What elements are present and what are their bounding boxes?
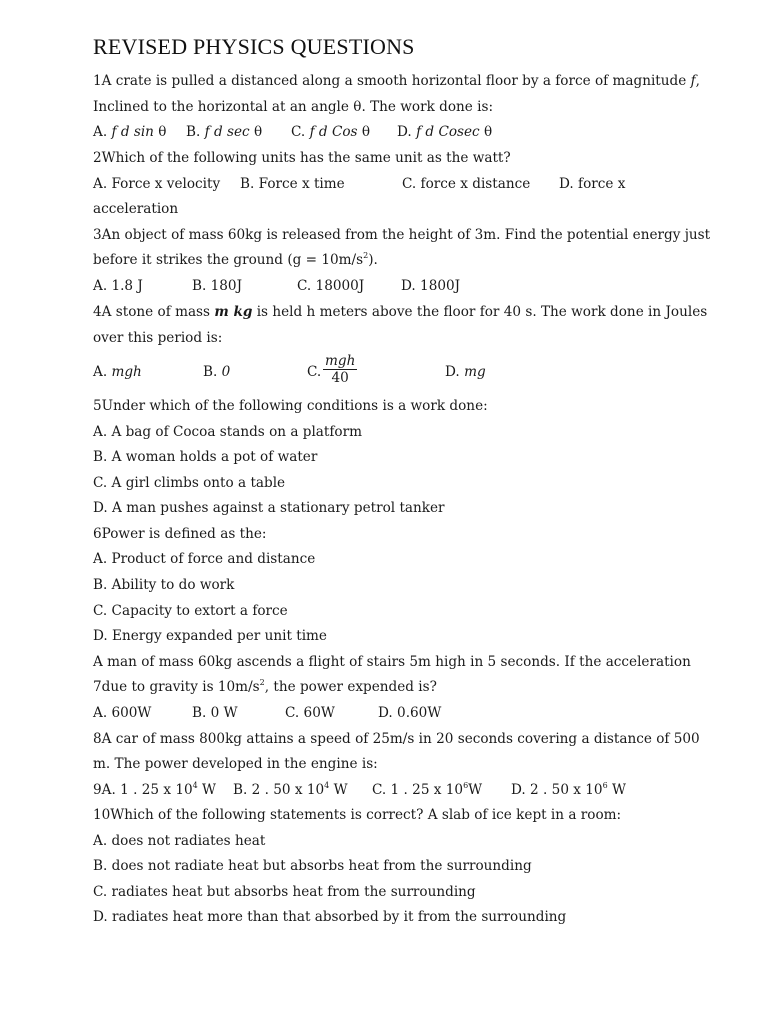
option-value: 9A. 1 . 25 x 10 bbox=[93, 782, 193, 798]
question-4-option-a[interactable] bbox=[93, 363, 142, 381]
option-letter: C. bbox=[307, 364, 322, 380]
question-1-variable: f bbox=[690, 73, 696, 89]
question-7-option-a[interactable]: A. 600W bbox=[93, 705, 152, 721]
question-8-line-2: m. The power developed in the engine is: bbox=[93, 756, 378, 772]
question-4-option-b[interactable] bbox=[203, 363, 230, 381]
question-5-line-1: 5Under which of the following conditions is a work done: bbox=[93, 398, 488, 414]
option-expression: mgh bbox=[111, 364, 142, 380]
option-value: B. 2 . 50 x 10 bbox=[233, 782, 325, 798]
question-7-option-c[interactable]: C. 60W bbox=[285, 705, 335, 721]
question-6-option-a[interactable]: A. Product of force and distance bbox=[93, 551, 316, 567]
option-unit: W bbox=[607, 782, 626, 798]
question-10-line-1: 10Which of the following statements is correct? A slab of ice kept in a room: bbox=[93, 807, 622, 823]
question-7-options bbox=[93, 704, 693, 722]
exponent: 6 bbox=[602, 781, 608, 790]
question-3-option-a[interactable]: A. 1.8 J bbox=[93, 278, 143, 294]
question-1-punct: , bbox=[695, 73, 700, 89]
question-4-mass: m kg bbox=[214, 304, 253, 320]
option-expression: f d sec bbox=[204, 124, 250, 140]
question-10-option-b[interactable]: B. does not radiate heat but absorbs heat from the surrounding bbox=[93, 858, 532, 874]
question-9-option-c[interactable] bbox=[372, 781, 482, 799]
question-10-option-c[interactable]: C. radiates heat but absorbs heat from the surrounding bbox=[93, 884, 476, 900]
option-expression: 0 bbox=[221, 364, 231, 380]
question-4-text-cont: is held h meters above the floor for 40 s. The work done in Joules bbox=[252, 304, 708, 320]
question-1-options bbox=[93, 123, 693, 141]
question-3-options bbox=[93, 277, 693, 295]
question-1-option-b[interactable] bbox=[186, 123, 262, 141]
option-angle: θ bbox=[357, 124, 371, 140]
fraction-numerator: mgh bbox=[325, 353, 356, 369]
question-8-line-1: 8A car of mass 800kg attains a speed of 25m/s in 20 seconds covering a distance of 500 bbox=[93, 731, 700, 747]
question-5-option-a[interactable]: A. A bag of Cocoa stands on a platform bbox=[93, 424, 362, 440]
option-expression: mg bbox=[464, 364, 486, 380]
option-angle: θ bbox=[249, 124, 263, 140]
question-7-text-cont: , the power expended is? bbox=[264, 679, 437, 695]
question-3-line-1: 3An object of mass 60kg is released from the height of 3m. Find the potential energy just bbox=[93, 227, 711, 243]
option-letter: A. bbox=[93, 364, 112, 380]
question-4-option-c[interactable] bbox=[307, 363, 321, 381]
question-7-option-d[interactable]: D. 0.60W bbox=[378, 705, 442, 721]
option-expression: f d Cos bbox=[309, 124, 358, 140]
question-2-option-d-wrap: acceleration bbox=[93, 201, 179, 217]
question-3-option-d[interactable]: D. 1800J bbox=[401, 278, 461, 294]
question-2-option-d[interactable]: D. force x bbox=[559, 176, 626, 192]
exponent: 2 bbox=[259, 678, 265, 687]
question-2-options bbox=[93, 175, 693, 193]
question-9-options bbox=[93, 781, 693, 799]
question-1-option-d[interactable] bbox=[397, 123, 492, 141]
question-3-line-2 bbox=[93, 251, 378, 269]
option-unit: W bbox=[468, 782, 483, 798]
fraction-denominator: 40 bbox=[331, 370, 349, 386]
question-3-text: before it strikes the ground (g = 10m/s bbox=[93, 252, 364, 268]
exponent: 4 bbox=[192, 781, 198, 790]
question-5-option-b[interactable]: B. A woman holds a pot of water bbox=[93, 449, 318, 465]
option-letter: D. bbox=[445, 364, 465, 380]
question-7-line-1: A man of mass 60kg ascends a flight of stairs 5m high in 5 seconds. If the acceleration bbox=[93, 654, 691, 670]
exponent: 6 bbox=[463, 781, 469, 790]
question-5-option-d[interactable]: D. A man pushes against a stationary petrol tanker bbox=[93, 500, 445, 516]
question-2-option-c[interactable]: C. force x distance bbox=[402, 176, 531, 192]
question-3-punct: ). bbox=[368, 252, 378, 268]
option-letter: D. bbox=[397, 124, 417, 140]
question-6-option-b[interactable]: B. Ability to do work bbox=[93, 577, 235, 593]
question-6-option-d[interactable]: D. Energy expanded per unit time bbox=[93, 628, 327, 644]
question-7-option-b[interactable]: B. 0 W bbox=[192, 705, 238, 721]
question-9-option-b[interactable] bbox=[233, 781, 348, 799]
exponent: 2 bbox=[363, 251, 369, 260]
question-1-option-c[interactable] bbox=[291, 123, 370, 141]
question-6-option-c[interactable]: C. Capacity to extort a force bbox=[93, 603, 288, 619]
option-expression: f d Cosec bbox=[416, 124, 480, 140]
option-letter: B. bbox=[203, 364, 222, 380]
question-1-option-a[interactable] bbox=[93, 123, 166, 141]
option-expression: f d sin bbox=[111, 124, 154, 140]
question-3-option-c[interactable]: C. 18000J bbox=[297, 278, 365, 294]
question-4-line-1 bbox=[93, 303, 707, 321]
question-2-option-a[interactable]: A. Force x velocity bbox=[93, 176, 221, 192]
option-angle: θ bbox=[479, 124, 493, 140]
question-2-line-1: 2Which of the following units has the same unit as the watt? bbox=[93, 150, 511, 166]
question-5-option-c[interactable]: C. A girl climbs onto a table bbox=[93, 475, 286, 491]
question-1-line-1 bbox=[93, 72, 700, 90]
question-1-text: 1A crate is pulled a distanced along a smooth horizontal floor by a force of magnitude bbox=[93, 73, 691, 89]
question-7-line-2 bbox=[93, 678, 437, 696]
question-4-option-d[interactable] bbox=[445, 363, 486, 381]
question-7-text: 7due to gravity is 10m/s bbox=[93, 679, 260, 695]
option-letter: B. bbox=[186, 124, 205, 140]
question-1-line-2: Inclined to the horizontal at an angle θ. The work done is: bbox=[93, 99, 494, 115]
question-9-option-d[interactable] bbox=[511, 781, 626, 799]
question-10-option-a[interactable]: A. does not radiates heat bbox=[93, 833, 266, 849]
question-4-options bbox=[93, 354, 693, 390]
exponent: 4 bbox=[324, 781, 330, 790]
question-4-text: 4A stone of mass bbox=[93, 304, 215, 320]
question-9-option-a[interactable] bbox=[93, 781, 216, 799]
option-angle: θ bbox=[153, 124, 167, 140]
question-4-option-c-fraction bbox=[323, 354, 357, 386]
option-value: D. 2 . 50 x 10 bbox=[511, 782, 603, 798]
question-3-option-b[interactable]: B. 180J bbox=[192, 278, 243, 294]
page-title: REVISED PHYSICS QUESTIONS bbox=[93, 34, 415, 59]
question-2-option-b[interactable]: B. Force x time bbox=[240, 176, 345, 192]
option-unit: W bbox=[197, 782, 217, 798]
option-letter: A. bbox=[93, 124, 112, 140]
option-unit: W bbox=[329, 782, 348, 798]
option-value: C. 1 . 25 x 10 bbox=[372, 782, 464, 798]
question-10-option-d[interactable]: D. radiates heat more than that absorbed by it from the surrounding bbox=[93, 909, 567, 925]
option-letter: C. bbox=[291, 124, 310, 140]
question-4-line-2: over this period is: bbox=[93, 330, 223, 346]
question-6-line-1: 6Power is defined as the: bbox=[93, 526, 267, 542]
